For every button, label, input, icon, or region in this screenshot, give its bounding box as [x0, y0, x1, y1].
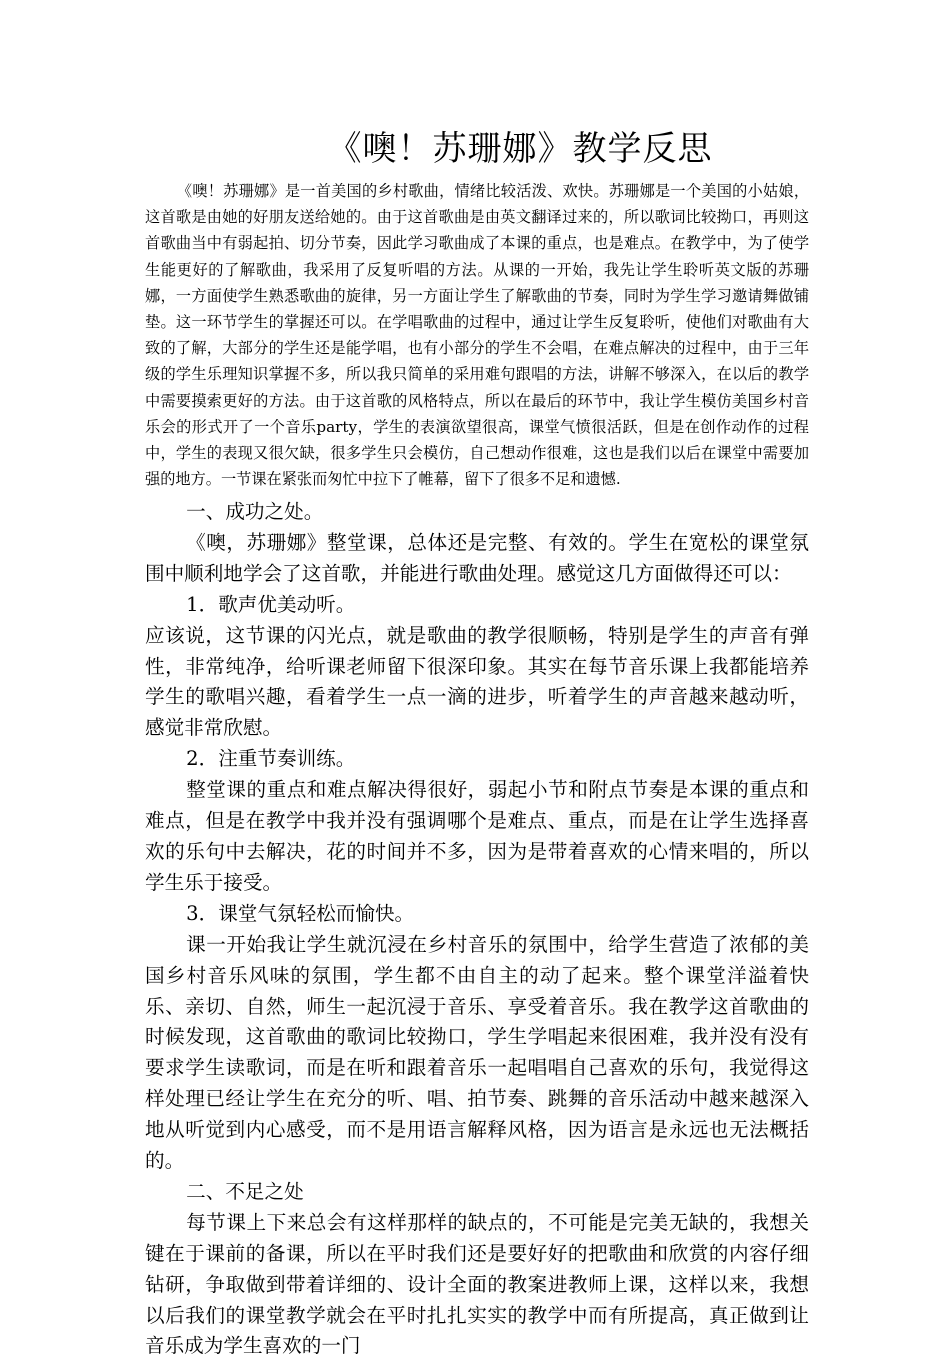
- point-text-singing: 应该说，这节课的闪光点，就是歌曲的教学很顺畅，特别是学生的声音有弹性，非常纯净，给听课老师留下很深印象。其实在每节音乐课上我都能培养学生的歌唱兴趣，看着学生一点一滴的进步，听着学生的声音越来越动听，感觉非常欣慰。: [145, 623, 809, 740]
- section-heading-shortcomings: 二、不足之处: [186, 1179, 304, 1203]
- point-heading-rhythm: 2．注重节奏训练。: [186, 747, 356, 771]
- point-heading-singing: 1．歌声优美动听。: [186, 592, 356, 616]
- section-shortcomings-text: 每节课上下来总会有这样那样的缺点的，不可能是完美无缺的，我想关键在于课前的备课，所以在平时我们还是要好好的把歌曲和欣赏的内容仔细钻研，争取做到带着详细的、设计全面的教案进教师上课，这样以来，我想以后我们的课堂教学就会在平时扎扎实实的教学中而有所提高，真正做到让音乐成为学生喜欢的一门: [145, 1210, 809, 1358]
- point-heading-atmosphere: 3．课堂气氛轻松而愉快。: [186, 901, 415, 925]
- document-body: [145, 497, 809, 1362]
- point-text-atmosphere: 课一开始我让学生就沉浸在乡村音乐的氛围中，给学生营造了浓郁的美国乡村音乐风味的氛围，学生都不由自主的动了起来。整个课堂洋溢着快乐、亲切、自然，师生一起沉浸于音乐、享受着音乐。我在教学这首歌曲的时候发现，这首歌曲的歌词比较拗口，学生学唱起来很困难，我并没有没有要求学生读歌词，而是在听和跟着音乐一起唱唱自己喜欢的乐句，我觉得这样处理已经让学生在充分的听、唱、拍节奏、跳舞的音乐活动中越来越深入地从听觉到内心感受，而不是用语言解释风格，因为语言是永远也无法概括的。: [145, 932, 809, 1173]
- section-heading-success: 一、成功之处。: [186, 500, 324, 523]
- point-text-rhythm: 整堂课的重点和难点解决得很好，弱起小节和附点节奏是本课的重点和难点，但是在教学中我并没有强调哪个是难点、重点，而是在让学生选择喜欢的乐句中去解决，花的时间并不多，因为是带着喜欢的心情来唱的，所以学生乐于接受。: [145, 778, 809, 894]
- intro-paragraph: 《噢！苏珊娜》是一首美国的乡村歌曲，情绪比较活泼、欢快。苏珊娜是一个美国的小姑娘，这首歌是由她的好朋友送给她的。由于这首歌曲是由英文翻译过来的，所以歌词比较拗口，再则这首歌曲当中有弱起拍、切分节奏，因此学习歌曲成了本课的重点，也是难点。在教学中，为了使学生能更好的了解歌曲，我采用了反复听唱的方法。从课的一开始，我先让学生聆听英文版的苏珊娜，一方面使学生熟悉歌曲的旋律，另一方面让学生了解歌曲的节奏，同时为学生学习邀请舞做铺垫。这一环节学生的掌握还可以。在学唱歌曲的过程中，通过让学生反复聆听，使他们对歌曲有大致的了解，大部分的学生还是能学唱，也有小部分的学生不会唱，在难点解决的过程中，由于三年级的学生乐理知识掌握不多，所以我只简单的采用难句跟唱的方法，讲解不够深入，在以后的教学中需要摸索更好的方法。由于这首歌的风格特点，所以在最后的环节中，我让学生模仿美国乡村音乐会的形式开了一个音乐party，学生的表演欲望很高，课堂气愤很活跃，但是在创作动作的过程中，学生的表现又很欠缺，很多学生只会模仿，自己想动作很难，这也是我们以后在课堂中需要加强的地方。一节课在紧张而匆忙中拉下了帷幕，留下了很多不足和遗憾.: [145, 182, 809, 489]
- document-title: 《噢！苏珊娜》教学反思: [327, 129, 713, 169]
- section-success-intro: 《噢，苏珊娜》整堂课，总体还是完整、有效的。学生在宽松的课堂氛围中顺利地学会了这首歌，并能进行歌曲处理。感觉这几方面做得还可以：: [145, 530, 809, 585]
